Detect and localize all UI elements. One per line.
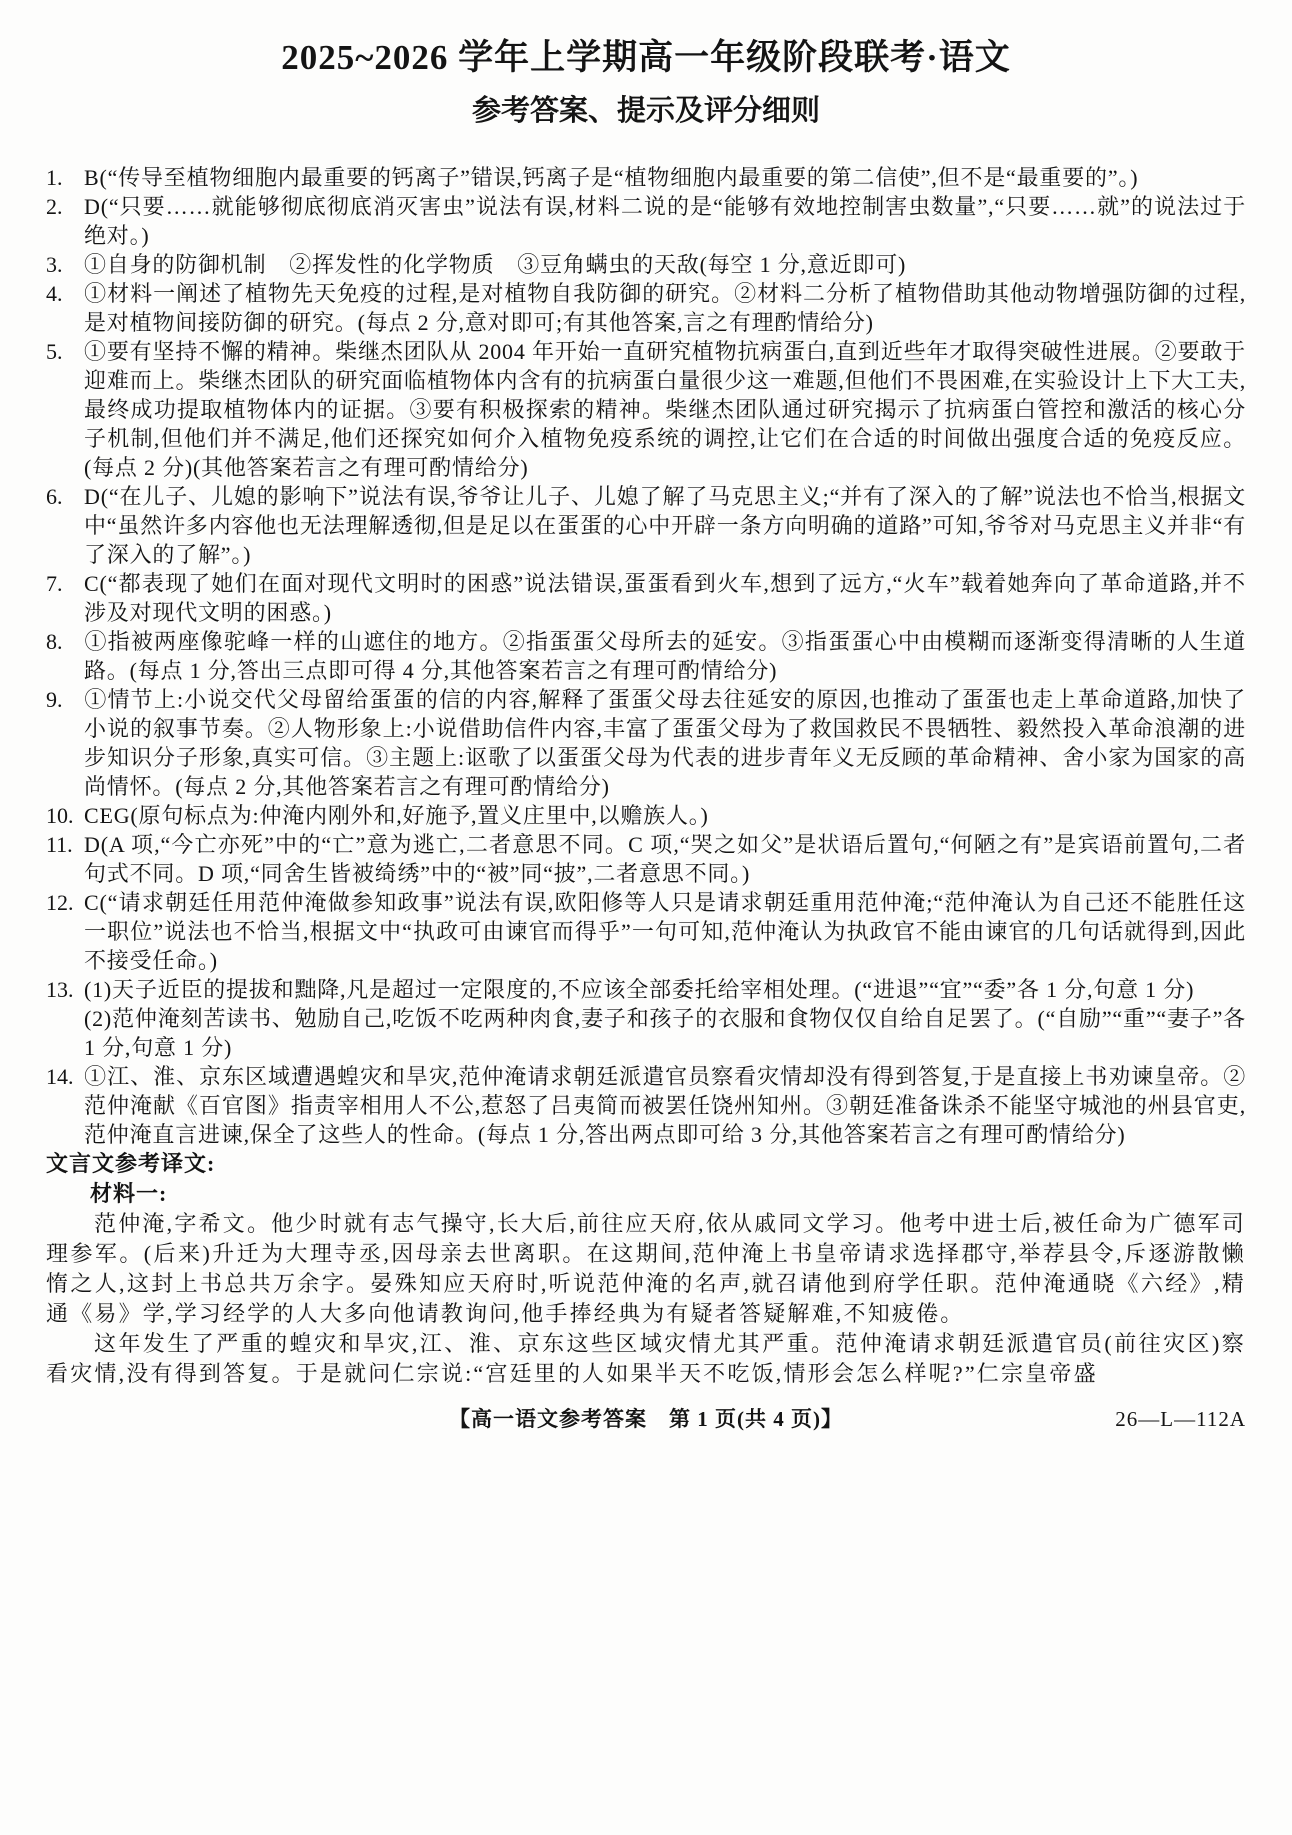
answer-number: 12. bbox=[46, 890, 74, 915]
answer-text: 8. ①指被两座像驼峰一样的山遮住的地方。②指蛋蛋父母所去的延安。③指蛋蛋心中由模糊而逐渐变得清晰的人生道路。(每点 1 分,答出三点即可得 4 分,其他答案若言之有理可酌情给分) bbox=[46, 629, 1246, 683]
answer-item bbox=[46, 888, 1246, 975]
answer-item bbox=[46, 975, 1246, 1062]
footer-doc-code: 26—L—112A bbox=[1115, 1407, 1246, 1431]
answer-number: 2. bbox=[46, 194, 63, 219]
answer-number: 6. bbox=[46, 484, 63, 509]
answer-number: 9. bbox=[46, 687, 63, 712]
answer-item bbox=[46, 337, 1246, 482]
page-footer bbox=[46, 1405, 1246, 1433]
answer-text: 5. ①要有坚持不懈的精神。柴继杰团队从 2004 年开始一直研究植物抗病蛋白,直到近些年才取得突破性进展。②要敢于迎难而上。柴继杰团队的研究面临植物体内含有的抗病蛋白量很少这一难题,但他们不畏困难,在实验设计上下大工夫,最终成功提取植物体内的证据。③要有积极探索的精神。柴继杰团队通过研究揭示了抗病蛋白管控和激活的核心分子机制,但他们并不满足,他们还探究如何介入植物免疫系统的调控,让它们在合适的时间做出强度合适的免疫反应。(每点 2 分)(其他答案若言之有理可酌情给分) bbox=[46, 339, 1246, 480]
answer-number: 3. bbox=[46, 252, 63, 277]
answer-item bbox=[46, 482, 1246, 569]
answer-item bbox=[46, 1062, 1246, 1149]
answer-number: 11. bbox=[46, 832, 73, 857]
answer-item bbox=[46, 627, 1246, 685]
translation-paragraph-2: 这年发生了严重的蝗灾和旱灾,江、淮、京东这些区域灾情尤其严重。范仲淹请求朝廷派遣官员(前往灾区)察看灾情,没有得到答复。于是就问仁宗说:“宫廷里的人如果半天不吃饭,情形会怎么样呢?”仁宗皇帝盛 bbox=[46, 1331, 1246, 1386]
answer-number: 4. bbox=[46, 281, 63, 306]
answer-number: 5. bbox=[46, 339, 63, 364]
answer-number: 10. bbox=[46, 803, 74, 828]
answer-text: 1. B(“传导至植物细胞内最重要的钙离子”错误,钙离子是“植物细胞内最重要的第二信使”,但不是“最重要的”。) bbox=[46, 165, 1139, 190]
answer-text: 2. D(“只要……就能够彻底彻底消灭害虫”说法有误,材料二说的是“能够有效地控制害虫数量”,“只要……就”的说法过于绝对。) bbox=[46, 194, 1246, 248]
translation-section bbox=[46, 1149, 1246, 1389]
answer-number: 14. bbox=[46, 1064, 74, 1089]
material-one-label: 材料一: bbox=[90, 1181, 168, 1206]
answer-text: 6. D(“在儿子、儿媳的影响下”说法有误,爷爷让儿子、儿媳了解了马克思主义;“并有了深入的了解”说法也不恰当,根据文中“虽然许多内容他也无法理解透彻,但是足以在蛋蛋的心中开辟一条方向明确的道路”可知,爷爷对马克思主义并非“有了深入的了解”。) bbox=[46, 484, 1247, 567]
answer-text: 4. ①材料一阐述了植物先天免疫的过程,是对植物自我防御的研究。②材料二分析了植物借助其他动物增强防御的过程,是对植物间接防御的研究。(每点 2 分,意对即可;有其他答案,言之有理酌情给分) bbox=[46, 281, 1246, 335]
answer-text: 10. CEG(原句标点为:仲淹内刚外和,好施予,置义庄里中,以赡族人。) bbox=[46, 803, 709, 828]
answer-text: 13. (1)天子近臣的提拔和黜降,凡是超过一定限度的,不应该全部委托给宰相处理。(“进退”“宜”“委”各 1 分,句意 1 分) bbox=[46, 977, 1195, 1002]
answer-item bbox=[46, 279, 1246, 337]
answer-item bbox=[46, 569, 1246, 627]
answer-text: 9. ①情节上:小说交代父母留给蛋蛋的信的内容,解释了蛋蛋父母去往延安的原因,也推动了蛋蛋也走上革命道路,加快了小说的叙事节奏。②人物形象上:小说借助信件内容,丰富了蛋蛋父母为了救国救民不畏牺牲、毅然投入革命浪潮的进步知识分子形象,真实可信。③主题上:讴歌了以蛋蛋父母为代表的进步青年义无反顾的革命精神、舍小家为国家的高尚情怀。(每点 2 分,其他答案若言之有理可酌情给分) bbox=[46, 687, 1246, 799]
page-subtitle: 参考答案、提示及评分细则 bbox=[471, 95, 820, 127]
answer-item bbox=[46, 163, 1246, 192]
translation-paragraph-1: 范仲淹,字希文。他少时就有志气操守,长大后,前往应天府,依从戚同文学习。他考中进士后,被任命为广德军司理参军。(后来)升迁为大理寺丞,因母亲去世离职。在这期间,范仲淹上书皇帝请求选择郡守,举荐县令,斥逐游散懒惰之人,这封上书总共万余字。晏殊知应天府时,听说范仲淹的名声,就召请他到府学任职。范仲淹通晓《六经》,精通《易》学,学习经学的人大多向他请教询问,他手捧经典为有疑者答疑解难,不知疲倦。 bbox=[46, 1211, 1246, 1326]
page-title: 2025~2026 学年上学期高一年级阶段联考·语文 bbox=[281, 38, 1011, 77]
answer-text: 14. ①江、淮、京东区域遭遇蝗灾和旱灾,范仲淹请求朝廷派遣官员察看灾情却没有得到答复,于是直接上书劝谏皇帝。②范仲淹献《百官图》指责宰相用人不公,惹怒了吕夷简而被罢任饶州知州。③朝廷准备诛杀不能坚守城池的州县官吏,范仲淹直言进谏,保全了这些人的性命。(每点 1 分,答出两点即可给 3 分,其他答案若言之有理可酌情给分) bbox=[46, 1064, 1246, 1147]
answer-text: 12. C(“请求朝廷任用范仲淹做参知政事”说法有误,欧阳修等人只是请求朝廷重用范仲淹;“范仲淹认为自己还不能胜任这一职位”说法也不恰当,根据文中“执政可由谏官而得乎”一句可知,范仲淹认为执政官不能由谏官的几句话就得到,因此不接受任命。) bbox=[46, 890, 1246, 973]
answer-item bbox=[46, 801, 1246, 830]
footer-page-label: 【高一语文参考答案 第 1 页(共 4 页)】 bbox=[449, 1407, 843, 1431]
answer-text: 11. D(A 项,“今亡亦死”中的“亡”意为逃亡,二者意思不同。C 项,“哭之如父”是状语后置句,“何陋之有”是宾语前置句,二者句式不同。D 项,“同舍生皆被绮绣”中的“被”同“披”,二者意思不同。) bbox=[46, 832, 1246, 886]
answer-item bbox=[46, 250, 1246, 279]
answer-item bbox=[46, 685, 1246, 801]
answer-text: 7. C(“都表现了她们在面对现代文明时的困惑”说法错误,蛋蛋看到火车,想到了远方,“火车”载着她奔向了革命道路,并不涉及对现代文明的困惑。) bbox=[46, 571, 1246, 625]
answer-subtext: (2)范仲淹刻苦读书、勉励自己,吃饭不吃两种肉食,妻子和孩子的衣服和食物仅仅自给自足罢了。(“自励”“重”“妻子”各 1 分,句意 1 分) bbox=[84, 1006, 1246, 1060]
answer-item bbox=[46, 830, 1246, 888]
answer-number: 8. bbox=[46, 629, 63, 654]
translation-heading: 文言文参考译文: bbox=[46, 1151, 216, 1176]
answer-number: 13. bbox=[46, 977, 74, 1002]
answer-item bbox=[46, 192, 1246, 250]
answers-list bbox=[46, 163, 1246, 1149]
answer-number: 1. bbox=[46, 165, 63, 190]
answer-number: 7. bbox=[46, 571, 63, 596]
answer-text: 3. ①自身的防御机制 ②挥发性的化学物质 ③豆角螨虫的天敌(每空 1 分,意近即可) bbox=[46, 252, 907, 277]
